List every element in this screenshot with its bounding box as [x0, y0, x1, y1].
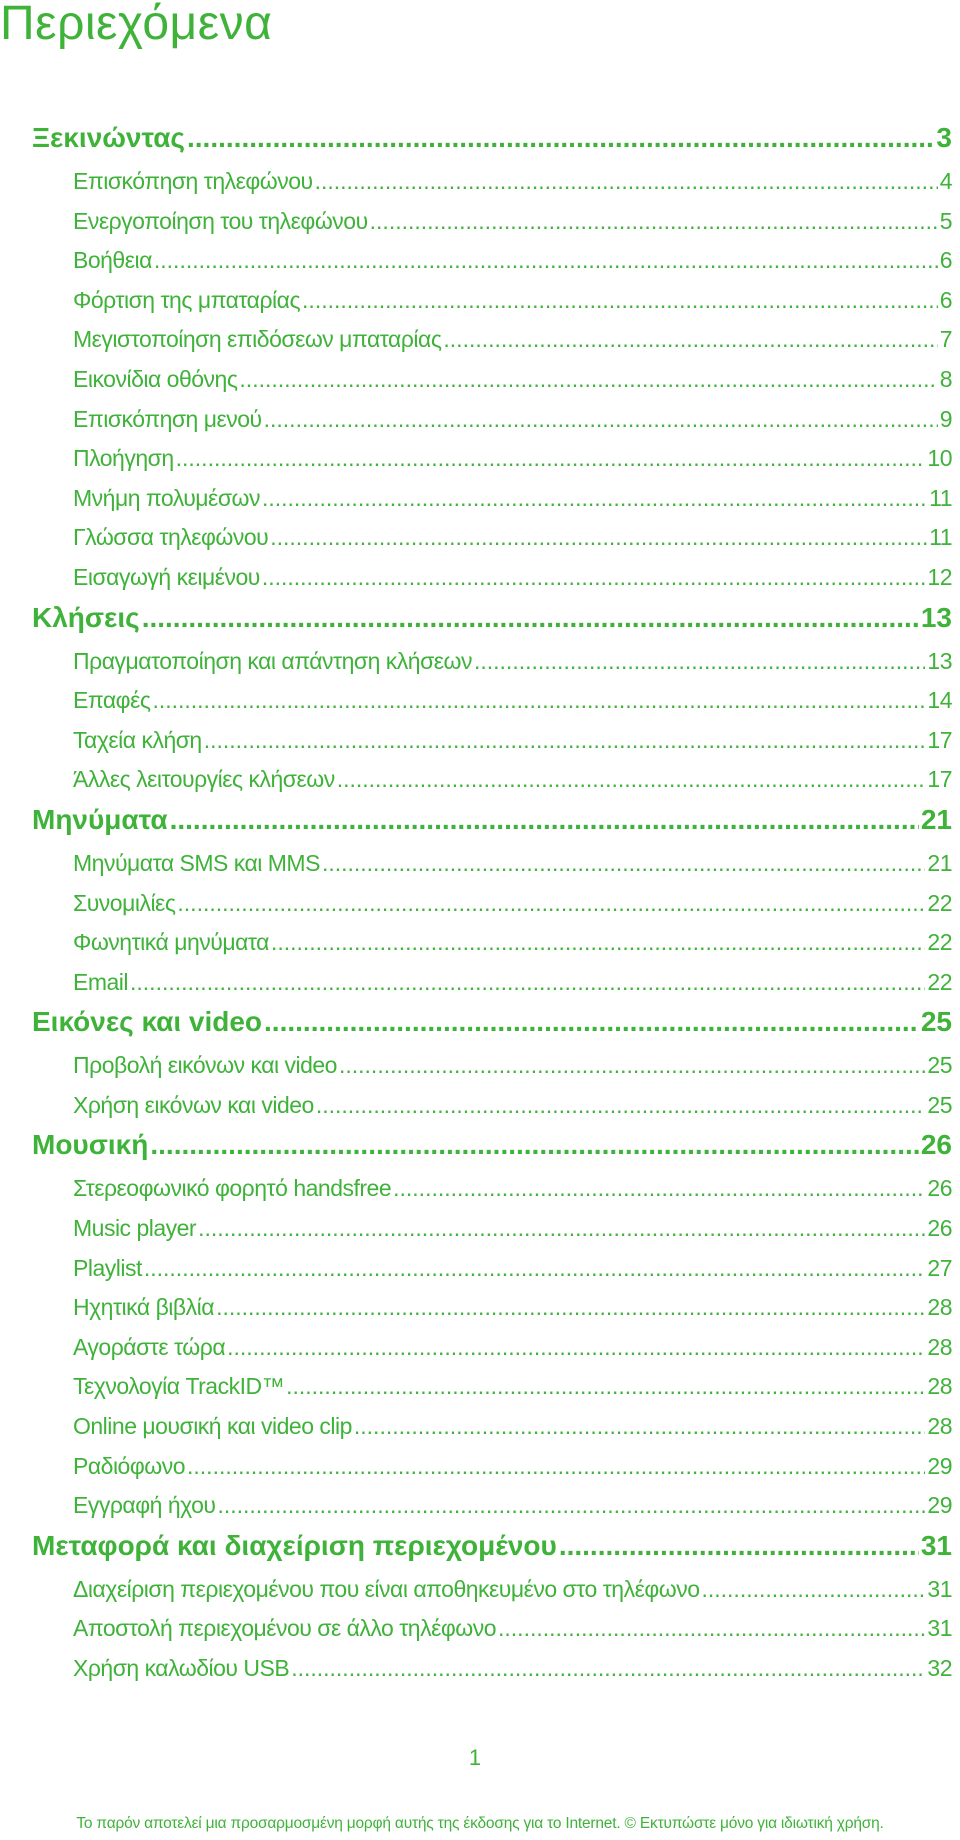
toc-entry-label: Επαφές [73, 687, 151, 714]
toc-section-entry[interactable] [32, 1125, 952, 1169]
toc-entry-label: Εικονίδια οθόνης [73, 365, 238, 392]
table-of-contents [32, 118, 952, 1689]
toc-entry-label: Ξεκινώντας [32, 122, 185, 153]
toc-entry-page: 29 [927, 1452, 952, 1479]
toc-subsection-entry[interactable] [32, 1570, 952, 1610]
toc-entry-label: Βοήθεια [73, 247, 152, 274]
dot-leader [339, 1046, 925, 1084]
dot-leader [239, 360, 937, 398]
toc-subsection-entry[interactable] [32, 400, 952, 440]
toc-entry-label: Διαχείριση περιεχομένου που είναι αποθηκευμένο στο τηλέφωνο [73, 1575, 700, 1602]
toc-entry-page: 7 [939, 326, 952, 353]
toc-entry-label: Μουσική [32, 1129, 149, 1161]
toc-subsection-entry[interactable] [32, 1169, 952, 1209]
toc-section-entry[interactable] [32, 800, 952, 844]
toc-subsection-entry[interactable] [32, 923, 952, 963]
toc-entry-label: Αγοράστε τώρα [73, 1333, 226, 1360]
dot-leader [262, 479, 927, 517]
toc-entry-label: Μεγιστοποίηση επιδόσεων μπαταρίας [73, 326, 442, 353]
toc-entry-page: 17 [927, 726, 952, 753]
toc-section-entry[interactable] [32, 1002, 952, 1046]
dot-leader [187, 118, 934, 158]
toc-subsection-entry[interactable] [32, 241, 952, 281]
dot-leader [322, 844, 925, 882]
toc-entry-label: Στερεοφωνικό φορητό handsfree [73, 1175, 392, 1202]
dot-leader [270, 518, 927, 556]
toc-entry-page: 13 [920, 601, 952, 633]
dot-leader [187, 1447, 925, 1485]
toc-entry-label: Πλοήγηση [73, 445, 174, 472]
toc-subsection-entry[interactable] [32, 1209, 952, 1249]
dot-leader [152, 681, 925, 719]
toc-entry-label: Εικόνες και video [32, 1006, 263, 1038]
dot-leader [170, 800, 919, 840]
toc-subsection-entry[interactable] [32, 1046, 952, 1086]
dot-leader [154, 241, 938, 279]
dot-leader [701, 1570, 925, 1608]
toc-entry-page: 28 [927, 1373, 952, 1400]
toc-entry-label: Μηνύματα SMS και MMS [73, 849, 320, 876]
toc-entry-label: Εγγραφή ήχου [73, 1492, 216, 1519]
toc-entry-page: 28 [927, 1294, 952, 1321]
toc-entry-page: 25 [927, 1091, 952, 1118]
toc-entry-page: 26 [927, 1215, 952, 1242]
toc-subsection-entry[interactable] [32, 479, 952, 519]
dot-leader [393, 1169, 925, 1207]
dot-leader [262, 558, 926, 596]
toc-entry-label: Ενεργοποίηση του τηλεφώνου [73, 207, 368, 234]
toc-entry-page: 21 [920, 803, 952, 835]
dot-leader [217, 1486, 925, 1524]
dot-leader [337, 760, 926, 798]
toc-entry-page: 22 [927, 968, 952, 995]
dot-leader [559, 1526, 919, 1566]
toc-entry-page: 6 [939, 286, 952, 313]
toc-entry-label: Αποστολή περιεχομένου σε άλλο τηλέφωνο [73, 1615, 497, 1642]
toc-entry-label: Γλώσσα τηλεφώνου [73, 524, 269, 551]
toc-entry-label: Μηνύματα [32, 803, 168, 835]
toc-entry-label: Εισαγωγή κειμένου [73, 563, 260, 590]
toc-entry-page: 31 [927, 1575, 952, 1602]
toc-subsection-entry[interactable] [32, 1086, 952, 1126]
dot-leader [142, 598, 919, 638]
dot-leader [130, 963, 925, 1001]
toc-entry-page: 26 [920, 1129, 952, 1161]
toc-section-entry[interactable] [32, 118, 952, 162]
toc-entry-page: 5 [939, 207, 952, 234]
toc-entry-label: Ταχεία κλήση [73, 726, 202, 753]
toc-entry-page: 21 [927, 849, 952, 876]
toc-subsection-entry[interactable] [32, 1447, 952, 1487]
dot-leader [264, 400, 938, 438]
toc-entry-page: 13 [927, 647, 952, 674]
toc-entry-page: 25 [920, 1006, 952, 1038]
dot-leader [315, 162, 938, 200]
toc-section-entry[interactable] [32, 598, 952, 642]
dot-leader [227, 1328, 925, 1366]
toc-entry-page: 9 [939, 405, 952, 432]
toc-subsection-entry[interactable] [32, 963, 952, 1003]
dot-leader [286, 1367, 925, 1405]
toc-entry-page: 29 [927, 1492, 952, 1519]
toc-entry-page: 8 [939, 365, 952, 392]
dot-leader [204, 721, 926, 759]
toc-entry-page: 4 [939, 168, 952, 194]
toc-entry-label: Τεχνολογία TrackID™ [73, 1373, 285, 1400]
toc-entry-label: Χρήση εικόνων και video [73, 1091, 314, 1118]
toc-entry-label: Κλήσεις [32, 601, 140, 633]
dot-leader [302, 281, 938, 319]
toc-entry-label: Πραγματοποίηση και απάντηση κλήσεων [73, 647, 472, 674]
toc-subsection-entry[interactable] [32, 162, 952, 202]
toc-section-entry[interactable] [32, 1526, 952, 1570]
dot-leader [216, 1288, 925, 1326]
footer-note: Το παρόν αποτελεί μια προσαρμοσμένη μορφή αυτής της έκδοσης για το Internet. © Εκτυπώστε μόνο για ιδιωτική χρήση. [76, 1815, 884, 1832]
toc-entry-page: 28 [927, 1413, 952, 1440]
toc-entry-label: Φόρτιση της μπαταρίας [73, 286, 301, 313]
page-number: 1 [468, 1745, 482, 1770]
toc-entry-page: 25 [927, 1052, 952, 1079]
toc-entry-page: 11 [929, 524, 952, 551]
toc-subsection-entry[interactable] [32, 1609, 952, 1649]
dot-leader [354, 1407, 926, 1445]
toc-subsection-entry[interactable] [32, 202, 952, 242]
toc-subsection-entry[interactable] [32, 360, 952, 400]
toc-entry-label: Προβολή εικόνων και video [73, 1052, 337, 1079]
toc-entry-page: 31 [920, 1529, 952, 1561]
toc-entry-page: 14 [927, 687, 952, 714]
toc-subsection-entry[interactable] [32, 1486, 952, 1526]
toc-entry-label: Συνομιλίες [73, 889, 176, 916]
dot-leader [316, 1086, 926, 1124]
toc-subsection-entry[interactable] [32, 721, 952, 761]
toc-entry-page: 10 [927, 445, 952, 472]
dot-leader [271, 923, 925, 961]
toc-entry-page: 22 [927, 929, 952, 956]
dot-leader [150, 1125, 918, 1165]
page-title: Περιεχόμενα [0, 0, 273, 50]
toc-entry-page: 17 [927, 766, 952, 793]
toc-entry-label: Ραδιόφωνο [73, 1452, 186, 1479]
toc-entry-page: 31 [927, 1615, 952, 1642]
toc-entry-label: Φωνητικά μηνύματα [73, 929, 269, 956]
toc-entry-label: Χρήση καλωδίου USB [73, 1655, 290, 1681]
dot-leader [291, 1649, 925, 1687]
toc-subsection-entry[interactable] [32, 518, 952, 558]
dot-leader [443, 320, 937, 358]
toc-entry-label: Music player [73, 1215, 197, 1242]
toc-subsection-entry[interactable] [32, 439, 952, 479]
dot-leader [498, 1609, 925, 1647]
toc-entry-label: Online μουσική και video clip [73, 1413, 352, 1440]
dot-leader [177, 884, 925, 922]
toc-entry-page: 12 [927, 563, 952, 590]
toc-entry-page: 26 [927, 1175, 952, 1202]
toc-entry-page: 32 [927, 1655, 952, 1681]
dot-leader [264, 1002, 919, 1042]
toc-entry-page: 11 [929, 484, 952, 511]
toc-entry-page: 6 [939, 247, 952, 274]
toc-entry-label: Email [73, 968, 129, 995]
toc-entry-page: 27 [927, 1254, 952, 1281]
toc-subsection-entry[interactable] [32, 884, 952, 924]
toc-entry-page: 22 [927, 889, 952, 916]
dot-leader [198, 1209, 925, 1247]
toc-entry-page: 28 [927, 1333, 952, 1360]
toc-subsection-entry[interactable] [32, 1367, 952, 1407]
toc-entry-label: Επισκόπηση μενού [73, 405, 262, 432]
toc-entry-label: Μνήμη πολυμέσων [73, 484, 260, 511]
toc-entry-label: Ηχητικά βιβλία [73, 1294, 215, 1321]
toc-entry-label: Επισκόπηση τηλεφώνου [73, 168, 313, 194]
toc-entry-page: 3 [936, 122, 952, 153]
dot-leader [474, 642, 925, 680]
dot-leader [370, 202, 938, 240]
toc-subsection-entry[interactable] [32, 1407, 952, 1447]
toc-entry-label: Μεταφορά και διαχείριση περιεχομένου [32, 1529, 557, 1561]
dot-leader [144, 1249, 926, 1287]
toc-subsection-entry[interactable] [32, 281, 952, 321]
toc-subsection-entry[interactable] [32, 320, 952, 360]
toc-subsection-entry[interactable] [32, 1328, 952, 1368]
toc-subsection-entry[interactable] [32, 1249, 952, 1289]
toc-subsection-entry[interactable] [32, 558, 952, 598]
dot-leader [176, 439, 926, 477]
toc-subsection-entry[interactable] [32, 1649, 952, 1689]
toc-subsection-entry[interactable] [32, 760, 952, 800]
toc-entry-label: Άλλες λειτουργίες κλήσεων [73, 766, 335, 793]
toc-entry-label: Playlist [73, 1254, 142, 1281]
toc-subsection-entry[interactable] [32, 681, 952, 721]
toc-subsection-entry[interactable] [32, 642, 952, 682]
toc-subsection-entry[interactable] [32, 844, 952, 884]
toc-subsection-entry[interactable] [32, 1288, 952, 1328]
